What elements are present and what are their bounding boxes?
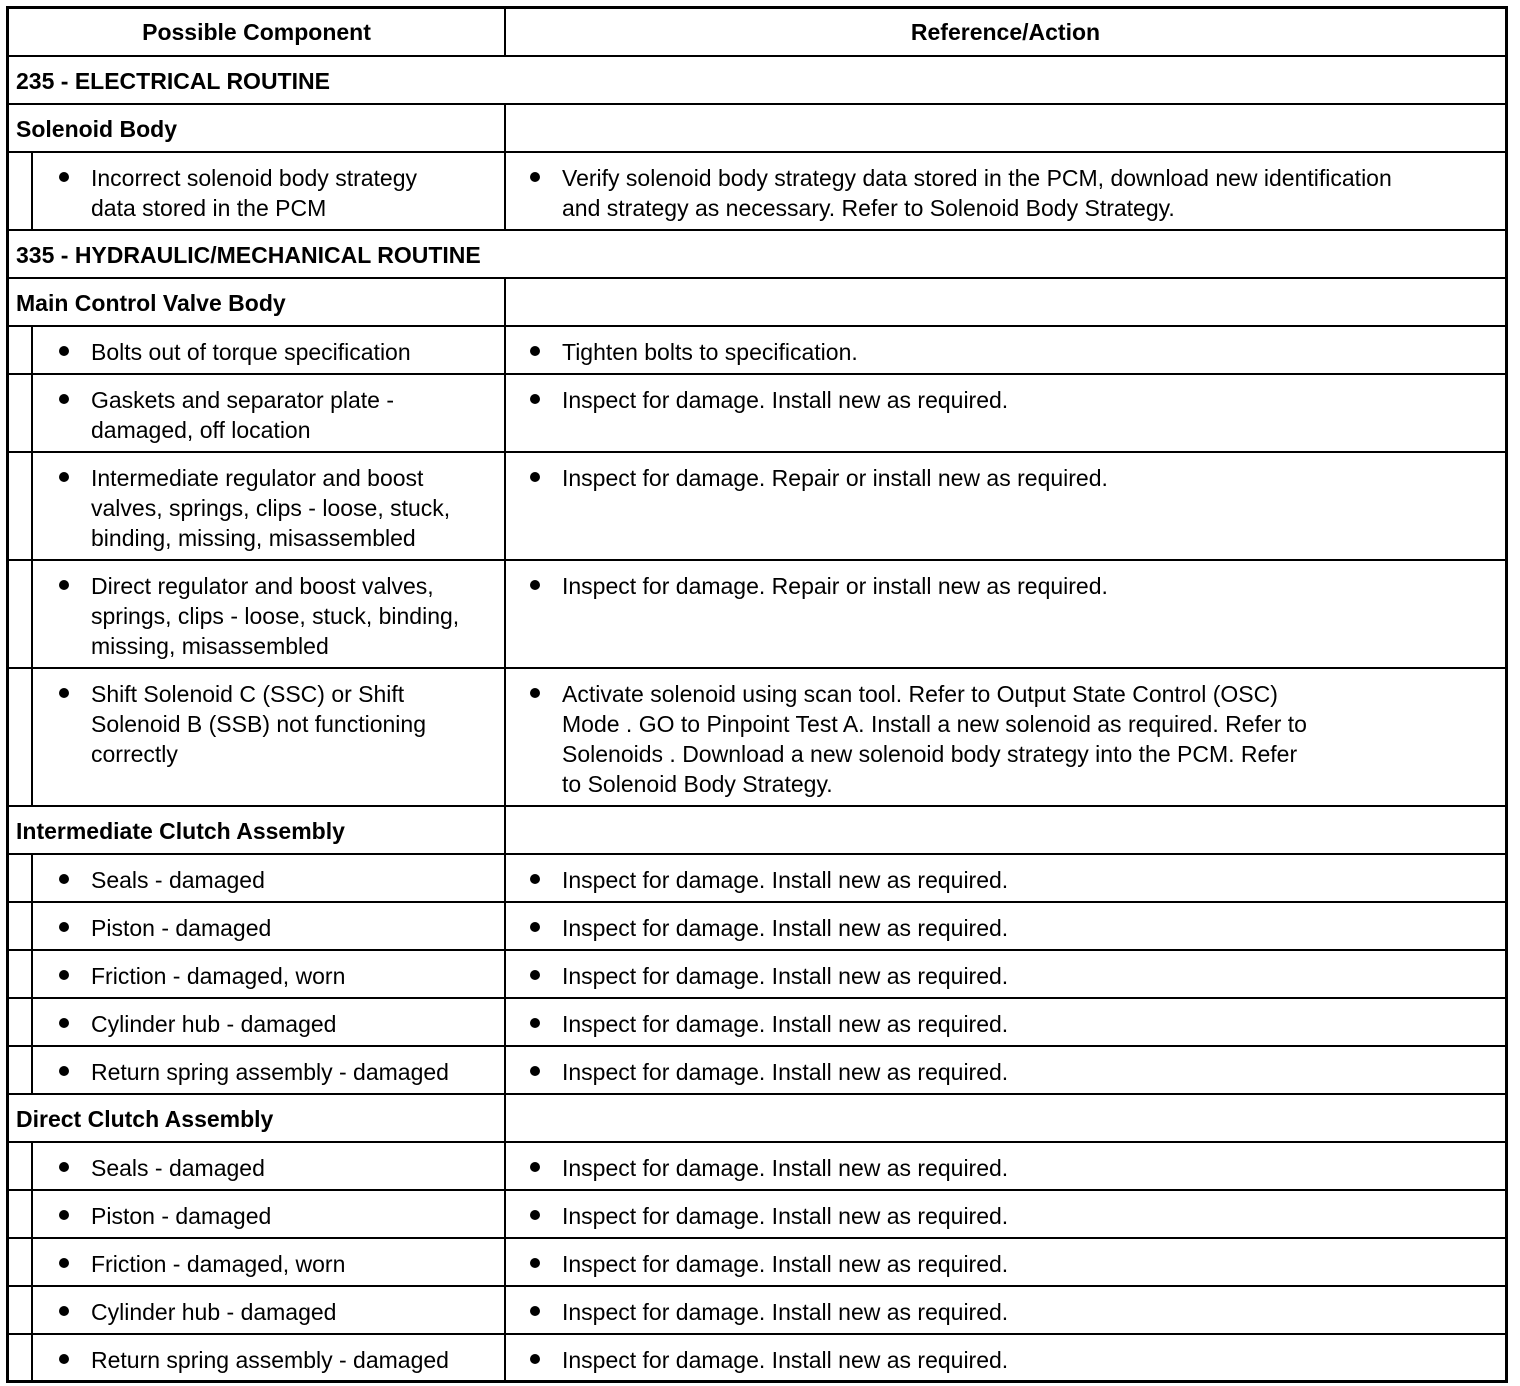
action-text: Verify solenoid body strategy data stored in the PCM, download new identification and strategy as necessary. Refer to Solenoid Body Strategy. xyxy=(562,165,1392,221)
section-row xyxy=(9,55,1505,103)
indent-column xyxy=(9,1191,33,1237)
header-reference-action: Reference/Action xyxy=(910,19,1101,45)
action-cell xyxy=(506,855,1505,901)
table-row xyxy=(9,667,1505,805)
component-cell xyxy=(9,1239,506,1285)
indent-column xyxy=(9,153,33,229)
bullet-icon xyxy=(59,922,69,932)
indent-column xyxy=(9,1335,33,1380)
component-cell xyxy=(9,1287,506,1333)
action-text: Inspect for damage. Install new as required. xyxy=(562,1155,1009,1181)
component-text: Intermediate regulator and boost valves, springs, clips - loose, stuck, binding, missing, misassembled xyxy=(91,465,451,551)
action-text: Inspect for damage. Install new as required. xyxy=(562,387,1009,413)
group-row xyxy=(9,103,1505,151)
action-text: Inspect for damage. Install new as required. xyxy=(562,867,1009,893)
section-title: 335 - HYDRAULIC/MECHANICAL ROUTINE xyxy=(16,242,481,268)
action-text: Inspect for damage. Install new as required. xyxy=(562,1203,1009,1229)
diagnostic-table xyxy=(6,6,1508,1383)
bullet-icon xyxy=(530,1066,540,1076)
group-title: Solenoid Body xyxy=(9,105,506,151)
bullet-icon xyxy=(530,688,540,698)
table-body xyxy=(9,55,1505,1380)
action-text: Inspect for damage. Install new as required. xyxy=(562,1059,1009,1085)
component-cell xyxy=(9,903,506,949)
bullet-icon xyxy=(530,1018,540,1028)
bullet-icon xyxy=(530,1162,540,1172)
bullet-icon xyxy=(59,172,69,182)
bullet-icon xyxy=(59,874,69,884)
component-text: Cylinder hub - damaged xyxy=(91,1299,337,1325)
table-row xyxy=(9,949,1505,997)
bullet-icon xyxy=(59,1066,69,1076)
action-cell xyxy=(506,1143,1505,1189)
indent-column xyxy=(9,903,33,949)
group-row xyxy=(9,805,1505,853)
indent-column xyxy=(9,1047,33,1093)
component-text: Friction - damaged, worn xyxy=(91,963,346,989)
component-cell xyxy=(9,1143,506,1189)
action-text: Inspect for damage. Install new as required. xyxy=(562,1347,1009,1373)
section-row xyxy=(9,229,1505,277)
action-cell xyxy=(506,327,1505,373)
table-row xyxy=(9,559,1505,667)
component-cell xyxy=(9,327,506,373)
group-empty-cell xyxy=(506,105,1505,151)
table-header xyxy=(9,9,1505,55)
component-cell xyxy=(9,1335,506,1380)
component-cell xyxy=(9,153,506,229)
table-row xyxy=(9,1045,1505,1093)
group-empty-cell xyxy=(506,1095,1505,1141)
action-cell xyxy=(506,1287,1505,1333)
indent-column xyxy=(9,327,33,373)
component-cell xyxy=(9,375,506,451)
indent-column xyxy=(9,375,33,451)
bullet-icon xyxy=(59,580,69,590)
component-text: Seals - damaged xyxy=(91,867,265,893)
bullet-icon xyxy=(530,394,540,404)
action-cell xyxy=(506,903,1505,949)
bullet-icon xyxy=(59,1306,69,1316)
indent-column xyxy=(9,1287,33,1333)
section-title: 235 - ELECTRICAL ROUTINE xyxy=(16,68,330,94)
component-text: Bolts out of torque specification xyxy=(91,339,411,365)
component-text: Return spring assembly - damaged xyxy=(91,1059,449,1085)
bullet-icon xyxy=(530,1210,540,1220)
component-text: Direct regulator and boost valves, springs, clips - loose, stuck, binding, missing, misassembled xyxy=(91,573,460,659)
action-cell xyxy=(506,951,1505,997)
action-cell xyxy=(506,453,1505,559)
action-cell xyxy=(506,999,1505,1045)
table-row xyxy=(9,901,1505,949)
table-row xyxy=(9,1189,1505,1237)
bullet-icon xyxy=(530,1306,540,1316)
component-cell xyxy=(9,951,506,997)
bullet-icon xyxy=(59,472,69,482)
bullet-icon xyxy=(530,172,540,182)
bullet-icon xyxy=(59,1354,69,1364)
indent-column xyxy=(9,1143,33,1189)
bullet-icon xyxy=(59,1258,69,1268)
action-text: Inspect for damage. Install new as required. xyxy=(562,915,1009,941)
component-cell xyxy=(9,669,506,805)
action-text: Inspect for damage. Repair or install new as required. xyxy=(562,573,1108,599)
bullet-icon xyxy=(59,1210,69,1220)
action-cell xyxy=(506,375,1505,451)
indent-column xyxy=(9,453,33,559)
bullet-icon xyxy=(530,472,540,482)
indent-column xyxy=(9,1239,33,1285)
table-row xyxy=(9,451,1505,559)
group-title: Intermediate Clutch Assembly xyxy=(9,807,506,853)
bullet-icon xyxy=(530,874,540,884)
component-cell xyxy=(9,855,506,901)
group-empty-cell xyxy=(506,807,1505,853)
component-text: Friction - damaged, worn xyxy=(91,1251,346,1277)
action-cell xyxy=(506,1191,1505,1237)
component-cell xyxy=(9,1047,506,1093)
indent-column xyxy=(9,561,33,667)
action-cell xyxy=(506,1239,1505,1285)
action-text: Activate solenoid using scan tool. Refer to Output State Control (OSC) Mode . GO to Pinpoint Test A. Install a new solenoid as required. Refer to Solenoids . Download a new solenoid body strategy into the PCM. Refer to Solenoid Body Strategy. xyxy=(562,681,1307,797)
bullet-icon xyxy=(530,1354,540,1364)
bullet-icon xyxy=(59,394,69,404)
group-title: Main Control Valve Body xyxy=(9,279,506,325)
component-cell xyxy=(9,561,506,667)
table-row xyxy=(9,1285,1505,1333)
action-cell xyxy=(506,1335,1505,1380)
indent-column xyxy=(9,855,33,901)
bullet-icon xyxy=(59,1018,69,1028)
group-title: Direct Clutch Assembly xyxy=(9,1095,506,1141)
bullet-icon xyxy=(530,580,540,590)
group-row xyxy=(9,1093,1505,1141)
table-row xyxy=(9,325,1505,373)
action-cell xyxy=(506,561,1505,667)
bullet-icon xyxy=(59,1162,69,1172)
indent-column xyxy=(9,999,33,1045)
component-cell xyxy=(9,1191,506,1237)
component-cell xyxy=(9,453,506,559)
component-text: Shift Solenoid C (SSC) or Shift Solenoid B (SSB) not functioning correctly xyxy=(91,681,426,767)
action-text: Inspect for damage. Install new as required. xyxy=(562,1299,1009,1325)
action-text: Inspect for damage. Install new as required. xyxy=(562,1011,1009,1037)
component-text: Return spring assembly - damaged xyxy=(91,1347,449,1373)
component-text: Piston - damaged xyxy=(91,1203,272,1229)
bullet-icon xyxy=(530,1258,540,1268)
action-text: Inspect for damage. Repair or install new as required. xyxy=(562,465,1108,491)
component-text: Cylinder hub - damaged xyxy=(91,1011,337,1037)
component-text: Incorrect solenoid body strategy data stored in the PCM xyxy=(91,165,418,221)
action-text: Inspect for damage. Install new as required. xyxy=(562,963,1009,989)
component-cell xyxy=(9,999,506,1045)
bullet-icon xyxy=(530,346,540,356)
table-row xyxy=(9,1141,1505,1189)
bullet-icon xyxy=(59,688,69,698)
bullet-icon xyxy=(530,970,540,980)
header-possible-component: Possible Component xyxy=(9,9,506,55)
indent-column xyxy=(9,951,33,997)
bullet-icon xyxy=(59,970,69,980)
component-text: Gaskets and separator plate - damaged, off location xyxy=(91,387,394,443)
table-row xyxy=(9,997,1505,1045)
action-text: Inspect for damage. Install new as required. xyxy=(562,1251,1009,1277)
action-cell xyxy=(506,669,1505,805)
action-cell xyxy=(506,153,1505,229)
table-row xyxy=(9,373,1505,451)
action-text: Tighten bolts to specification. xyxy=(562,339,858,365)
component-text: Seals - damaged xyxy=(91,1155,265,1181)
bullet-icon xyxy=(530,922,540,932)
indent-column xyxy=(9,669,33,805)
table-row xyxy=(9,1237,1505,1285)
table-row xyxy=(9,1333,1505,1380)
bullet-icon xyxy=(59,346,69,356)
component-text: Piston - damaged xyxy=(91,915,272,941)
table-row xyxy=(9,151,1505,229)
group-row xyxy=(9,277,1505,325)
group-empty-cell xyxy=(506,279,1505,325)
table-row xyxy=(9,853,1505,901)
action-cell xyxy=(506,1047,1505,1093)
